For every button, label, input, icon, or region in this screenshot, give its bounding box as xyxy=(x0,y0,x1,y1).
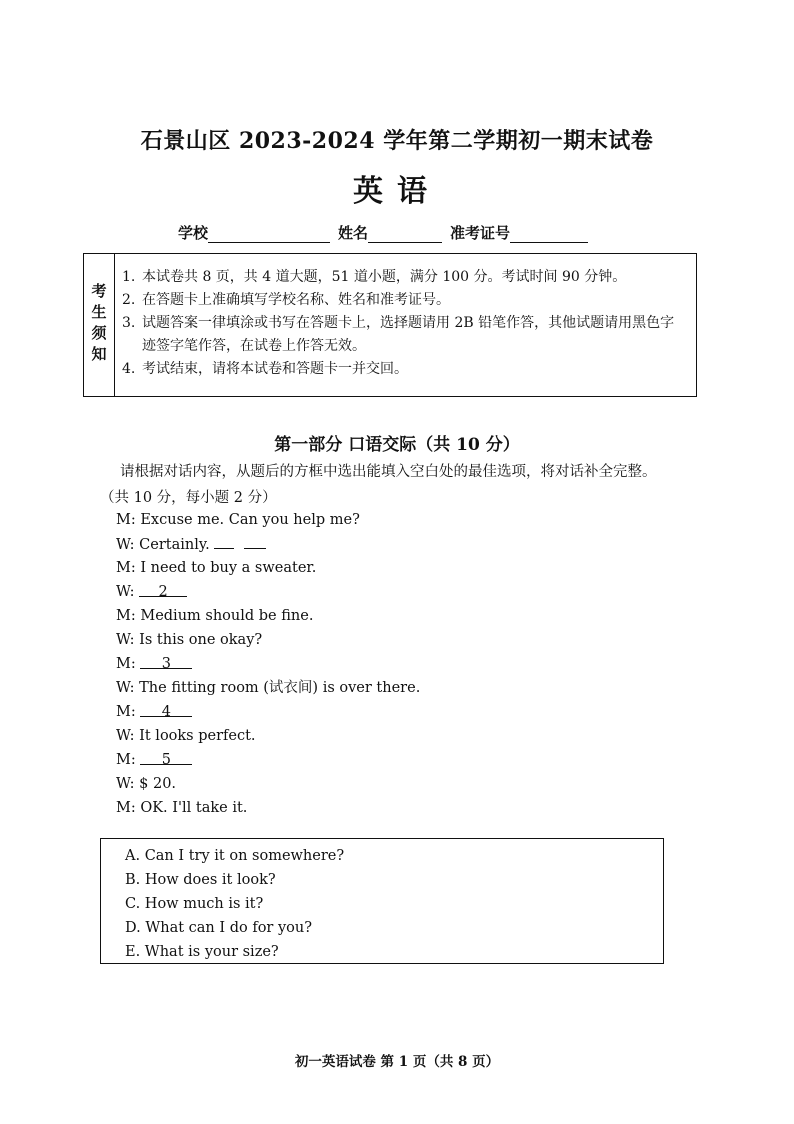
dialog-line xyxy=(116,508,420,532)
notice-item-number: 2. xyxy=(122,292,136,308)
subject-title: 英语 xyxy=(353,174,441,209)
option-item: C. How much is it? xyxy=(125,896,264,912)
dialog-text: M: xyxy=(116,656,141,672)
school-label: 学校 xyxy=(178,224,209,242)
dialog-text: W: Certainly. xyxy=(116,537,215,553)
exam-title: 石景山区 2023-2024 学年第二学期初一期末试卷 xyxy=(140,128,654,154)
dialog-text: M: Medium should be fine. xyxy=(116,608,314,624)
notice-item xyxy=(122,289,688,312)
dialog-text: W: xyxy=(116,584,140,600)
option-item: D. What can I do for you? xyxy=(125,920,312,936)
dialog-line xyxy=(116,652,420,676)
dialog-text: M: OK. I'll take it. xyxy=(116,800,248,816)
notice-item xyxy=(122,358,688,381)
dialog-line xyxy=(116,676,420,700)
options-box xyxy=(100,838,664,964)
dialog-line xyxy=(116,724,420,748)
notice-item-text: 本试卷共 8 页，共 4 道大题，51 道小题，满分 100 分。考试时间 90 分钟。 xyxy=(142,269,627,285)
notice-item-number: 4. xyxy=(122,361,136,377)
notice-item xyxy=(122,266,688,289)
notice-item-text: 考试结束，请将本试卷和答题卡一并交回。 xyxy=(142,361,408,377)
section-instruction xyxy=(100,459,700,511)
option-item: A. Can I try it on somewhere? xyxy=(125,848,345,864)
notice-label: 考生须知 xyxy=(84,254,115,396)
dialog-line xyxy=(116,700,420,724)
dialog-line xyxy=(116,748,420,772)
answer-blank-1[interactable] xyxy=(214,532,234,549)
dialog-text: M: Excuse me. Can you help me? xyxy=(116,512,360,528)
dialog-line xyxy=(116,796,420,820)
notice-item-number: 1. xyxy=(122,269,136,285)
notice-item xyxy=(122,312,688,358)
dialog-line xyxy=(116,580,420,604)
answer-blank-4[interactable]: 4 xyxy=(140,700,192,717)
dialog-text: M: xyxy=(116,752,141,768)
exam-number-label: 准考证号 xyxy=(450,224,511,242)
name-label: 姓名 xyxy=(338,224,369,242)
notice-item-text: 试题答案一律填涂或书写在答题卡上，选择题请用 2B 铅笔作答，其他试题请用黑色字迹签字笔作答，在试卷上作答无效。 xyxy=(142,315,675,354)
score-note: （共 10 分，每小题 2 分） xyxy=(100,490,277,506)
dialog-text: W: Is this one okay? xyxy=(116,632,263,648)
option-item: B. How does it look? xyxy=(125,872,276,888)
page-footer: 初一英语试卷 第 1 页（共 8 页） xyxy=(294,1054,500,1070)
answer-blank-2[interactable]: 2 xyxy=(139,580,187,597)
section-title: 第一部分 口语交际（共 10 分） xyxy=(274,435,520,455)
candidate-notice-box xyxy=(83,253,697,397)
dialog-line xyxy=(116,532,420,556)
student-info-line xyxy=(178,222,596,243)
dialog xyxy=(116,508,420,820)
school-field[interactable] xyxy=(208,226,330,243)
name-field[interactable] xyxy=(368,226,442,243)
dialog-text: M: I need to buy a sweater. xyxy=(116,560,317,576)
dialog-line xyxy=(116,628,420,652)
notice-list xyxy=(122,266,688,381)
dialog-text: W: The fitting room (试衣间) is over there. xyxy=(116,680,421,696)
notice-item-number: 3. xyxy=(122,315,136,331)
dialog-text: W: $ 20. xyxy=(116,776,177,792)
answer-blank-3[interactable]: 3 xyxy=(140,652,192,669)
dialog-line xyxy=(116,772,420,796)
option-item: E. What is your size? xyxy=(125,944,279,960)
answer-blank-1b[interactable] xyxy=(244,532,266,549)
dialog-line xyxy=(116,556,420,580)
notice-item-text: 在答题卡上准确填写学校名称、姓名和准考证号。 xyxy=(142,292,450,308)
instruction-text: 请根据对话内容，从题后的方框中选出能填入空白处的最佳选项，将对话补全完整。 xyxy=(120,464,657,480)
dialog-text: W: It looks perfect. xyxy=(116,728,256,744)
dialog-text: M: xyxy=(116,704,141,720)
exam-number-field[interactable] xyxy=(510,226,588,243)
dialog-line xyxy=(116,604,420,628)
answer-blank-5[interactable]: 5 xyxy=(140,748,192,765)
